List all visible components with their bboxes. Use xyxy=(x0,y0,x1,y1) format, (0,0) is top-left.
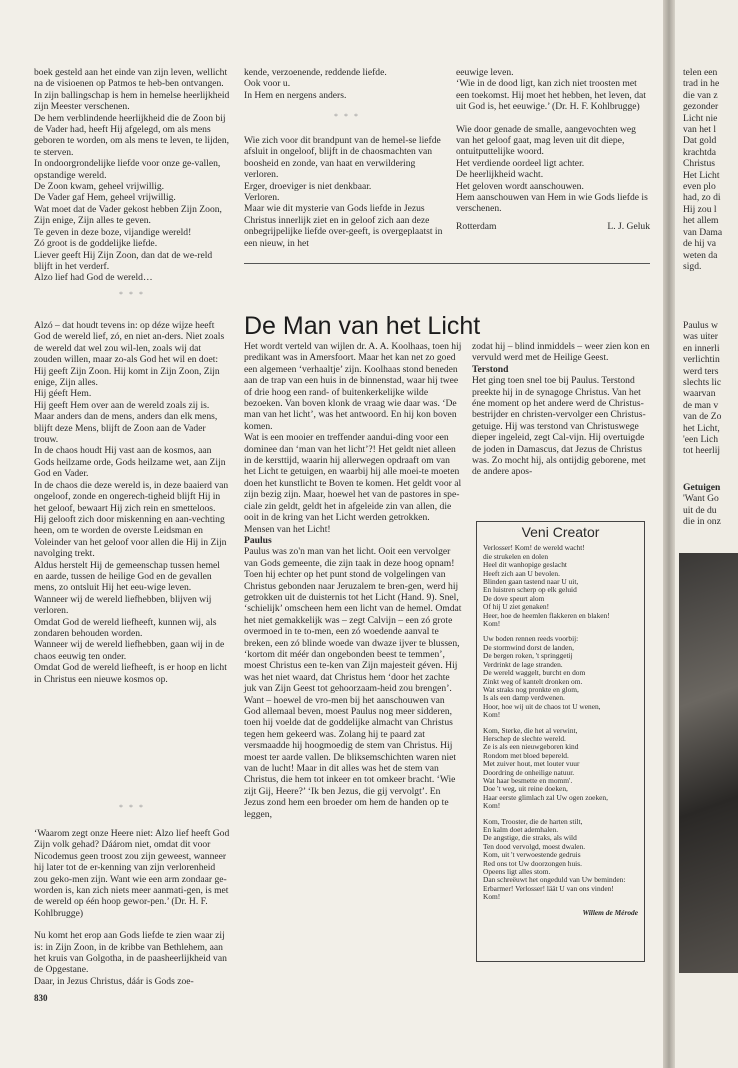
paragraph: kende, verzoenende, reddende liefde. xyxy=(244,67,387,78)
photograph xyxy=(679,553,738,973)
paragraph: Wie door genade de smalle, aangevochten weg van het geloof gaat, mag leven uit dit diepe, ontuitputtelijke woord. xyxy=(456,123,636,158)
paragraph: Het ging toen snel toe bij Paulus. Terstond preekte hij in de synagoge Christus. Van het éne moment op het andere werd de Christus-bestrijder en christen-vervolger een Christus-getuige. Hij was terstond van Christuswege dieper ingeleid, zegt Cal-vijn. Hij overtuigde de joden in Damascus, dat Jezus de Christus was. Zo mocht hij, als ontijdig geborene, met de andere apos- xyxy=(472,375,646,478)
paragraph: Omdat God de wereld liefheeft, kunnen wij, als zondaren behouden worden. xyxy=(34,616,217,639)
paragraph: In de chaos houdt Hij vast aan de kosmos, aan Gods heilzame orde, Gods heilzame wet, aan Zijn God en Vader. xyxy=(34,445,226,480)
section-divider: * * * xyxy=(334,112,360,121)
paragraph: De heerlijkheid wacht. xyxy=(456,169,544,181)
poem-title: Veni Creator xyxy=(521,524,600,540)
subheading: Paulus xyxy=(244,534,272,546)
paragraph: In zijn ballingschap is hem in hemelse heerlijkheid zijn Meester verschenen. xyxy=(34,89,230,113)
paragraph: zodat hij – blind inmiddels – weer zien kon en vervuld werd met de Heilige Geest. xyxy=(472,341,650,364)
paragraph: Nu komt het erop aan Gods liefde te zien waar zij is: in Zijn Zoon, in de kribbe van Bethlehem, aan het kruis van Golgotha, in de paasheerlijkheid van de Opgestane. xyxy=(34,930,227,976)
paragraph: Omdat God de wereld liefheeft, is er hoop en licht in Christus een nieuwe kosmos op. xyxy=(34,662,227,685)
paragraph: Te geven in deze boze, vijandige wereld! xyxy=(34,226,192,238)
paragraph: Wanneer wij de wereld liefhebben, gaan wij in de chaos eeuwig ten onder. xyxy=(34,639,225,662)
book-gutter xyxy=(663,0,675,1068)
column-1-main xyxy=(34,320,230,790)
poem-stanza: Kom, Trooster, die de harten stilt, En kalm doet ademhalen. De angstige, die straks, als wild Ten dood vervolgd, moest dwalen. Kom, uit 't verwoestende gedruis Red ons tot Uw doorzongen huis. Opeens ligt alles stom. Dan schreëuwt het ongeduld van Uw beminden: Erbarmer! Verlosser! läät U van ons vinden! Kom! xyxy=(483,816,626,902)
paragraph: Paulus was zo'n man van het licht. Ooit een vervolger van Gods gemeente, die zijn taak in deze hoog opnam! Toen hij echter op het punt stond de volgelingen van Christus gebonden naar Jeruzalem te bren-gen, werd hij getrokken uit de duisternis tot het Licht (Hand. 9). Snel, ‘schielijk’ omscheen hem een licht van de hemel. Omdat het niet gemakkelijk was – zegt Calvijn – een zó grote overmoed in te to-men, een zó woedende aanval te breken, een zó blinde woede van dwaze ijver te blussen, ‘kortom dit méér dan ongebonden beest te temmen’, moest Christus een te-ken van Zijn majesteit géven. Hij was het niet waard, dat Christus hem ‘door het zachte juk van Zijn Geest tot gehoorzaam-heid zou brengen’. Want – hoewel de vro-men bij het aanschouwen van God allemaal beven, moest Paulus nog meer sidderen, toen hij voelde dat de goddelijke almacht van Christus tegen hem gekeerd was. Zolang hij te paard zat versmaadde hij hoogmoedig de stem van Christus. Hij moest ter aarde vallen. De bliksemschichten waren niet van de lucht! Maar in dit alles was het de stem van Christus, die hem tot inkeer en tot omkeer bracht. ‘Wie zijt Gij, Heere?’ ‘Ik ben Jezus, die gij vervolgt’. En Jezus zond hem een broeder om hem de handen op te leggen, xyxy=(244,546,462,820)
paragraph: Wat is een mooier en treffender aandui-ding voor een dominee dan ‘man van het licht’?! Het geldt niet alleen in de kersttijd, waarin hij allerwegen opdraaft om van het Licht te getuigen, en waarbij hij alle moei-te moeten doen het kunstlicht te Boven te komen. Het geldt voor al zijn bezig zijn. Maar, hoewel het van de pastores in spe-ciale zin geldt, geldt het in afgeleide zin van allen, die ooit in de kring van het Licht werden getrokken. Mensen van het Licht! xyxy=(244,432,462,535)
paragraph: Daar, in Jezus Christus, dáár is Gods zoe- xyxy=(34,975,194,987)
column-1-bottom xyxy=(34,828,230,987)
poem-stanza: Kom, Sterke, die het al verwint, Herschep de slechte wereld. Ze is als een nieuwgeboren kind Rondom met bloed bepereld. Met zuiver hout, met louter vuur Doordring de onheilige natuur. Wat haar besmette en momm'. Doe 't weg, uit reine doeken, Haar eerste glimlach zal Uw ogen zoeken, Kom! xyxy=(483,725,608,811)
paragraph: Hem aanschouwen van Hem in wie Gods liefde is verschenen. xyxy=(456,192,648,215)
paragraph: Alzo lief had God de wereld… xyxy=(34,272,153,284)
poem-stanza: Uw boden rennen reeds voorbij: De stormwind dorst de landen, De bergen roken, 't springgetij Verdrinkt de lage stranden. De wereld waggelt, burcht en dom Zinkt weg of kantelt dronken om. Wat straks nog pronkte en glom, Is als een damp verdwenen. Hoor, hoe wij uit de chaos tot U wenen, Kom! xyxy=(483,634,601,720)
paragraph: De Vader gaf Hem, geheel vrijwillig. xyxy=(34,192,176,204)
article-title: De Man van het Licht xyxy=(244,312,481,340)
article-column-2 xyxy=(472,341,650,511)
paragraph: In de chaos die deze wereld is, in deze baaierd van ongeloof, zonde en ongerech-tigheid blijft Hij in het geloof, bewaart Hij zich rein en smetteloos. xyxy=(34,479,229,514)
poem-box xyxy=(476,521,645,962)
article-column-1 xyxy=(244,341,462,976)
paragraph: Ook voor u. xyxy=(244,78,291,90)
paragraph: In ondoorgrondelijke liefde voor onze ge-vallen, opstandige wereld. xyxy=(34,158,221,181)
column-1-top xyxy=(34,67,230,284)
paragraph: De hem verblindende heerlijkheid die de Zoon bij de Vader had, heeft Hij afgelegd, om als mens geboren te worden, om als mens te leven, te lijden, te sterven. xyxy=(34,112,230,158)
paragraph: Alzó – dat houdt tevens in: op déze wijze heeft God de wereld lief, zó, en niet an-ders. Niet zoals de wereld dat wel zou wil-len, zoals wij dat zouden willen, maar zo-als God het wil en doet: Hij geeft Zijn Zoon. Hij komt in Zijn Zoon, Zijn enige, Zijn alles. xyxy=(34,320,225,389)
paragraph: Maar anders dan de mens, anders dan elk mens, blijft deze Mens, blijft de Zoon aan de Vader trouw. xyxy=(34,411,218,446)
paragraph: Hij gelooft zich door miskenning en aan-vechting heen, om te worden de overste Leidsman en Voleinder van het geloof voor allen die Hij in Zijn navolging trekt. xyxy=(34,513,227,560)
section-divider: * * * xyxy=(119,290,145,299)
section-divider: * * * xyxy=(119,803,145,812)
right-page-text-low: Getuigen 'Want Go uit de du die in onz xyxy=(683,482,721,528)
column-2-top xyxy=(244,67,450,103)
poem-stanza: Verlosser! Kom! de wereld wacht! die strukelen en dolen Heel dit wanhopige geslacht Heeft zich aan U bevolen. Blinden gaan tastend naar U uit, En luistren scherp op elk geluid De dove speurt alom Of hij U ziet genaken! Heer, hoe de heemlen flakkeren en blaken! Kom! xyxy=(483,543,610,629)
paragraph: Liever geeft Hij Zijn Zoon, dan dat de we-reld blijft in het verderf. xyxy=(34,249,213,272)
paragraph: Verloren. xyxy=(244,192,280,204)
paragraph: boek gesteld aan het einde van zijn leven, wellicht na de visioenen op Patmos te heb-ben ontvangen. xyxy=(34,67,228,90)
paragraph: Het wordt verteld van wijlen dr. A. A. Koolhaas, toen hij predikant was in Amersfoort. Maar het kan net zo goed een algemeen ‘verhaaltje’ zijn. Koolhaas stond beneden aan de trap van een huis in de binnenstad, waar hij twee of drie hoog een rand- of buitenkerkelijke wilde bezoeken. Van boven klonk de vraag wie daar was. ‘De man van het licht’, was het antwoord. En hij kon boven komen. xyxy=(244,341,462,432)
quote: ‘Waarom zegt onze Heere niet: Alzo lief heeft God Zijn volk gehad? Dáárom niet, omdat dit voor Nicodemus geen troost zou zijn geweest, wanneer hij later tot de er-kenning van zijn verlorenheid zou geko-men zijn. Want wie een arm zondaar ge-worden is, kan zich niets meer aanmati-gen, is met de wereld op één hoop gewor-pen.’ (Dr. H. F. Kohlbrugge) xyxy=(34,828,230,919)
page-number: 830 xyxy=(34,993,48,1003)
paragraph: eeuwige leven. xyxy=(456,67,514,78)
subheading: Terstond xyxy=(472,363,509,375)
paragraph: Wat moet dat de Vader gekost hebben Zijn Zoon, Zijn enige, Zijn alles te geven. xyxy=(34,203,222,227)
quote: ‘Wie in de dood ligt, kan zich niet troosten met een toekomst. Hij moet het hebben, het leven, dat uit God is, het eeuwige.’ (Dr. H. F. Kohlbrugge) xyxy=(456,78,646,113)
paragraph: In Hem en nergens anders. xyxy=(244,89,347,101)
paragraph: De Zoon kwam, geheel vrijwillig. xyxy=(34,181,165,193)
column-3-top xyxy=(456,67,650,263)
right-page-text-mid: Paulus w was uiter en innerli verlichtin werd ters slechts lic waarvan de man v van de Zo het Licht, 'een Lich tot heerlij xyxy=(683,320,722,457)
paragraph: Hij géeft Hem. xyxy=(34,388,92,400)
paragraph: Aldus herstelt Hij de gemeenschap tussen hemel en aarde, tussen de heilige God en de gevallen mens, zo ontsluit Hij het eeu-wige leven. xyxy=(34,559,220,594)
paragraph: Wanneer wij de wereld liefhebben, blijven wij verloren. xyxy=(34,593,212,617)
poem-signature: Willem de Mérode xyxy=(582,907,638,917)
paragraph: Het verdiende oordeel ligt achter. xyxy=(456,157,585,169)
column-2-mid xyxy=(244,135,450,261)
right-page-text-top: telen een trad in he die van z gezonder Licht nie van het l Dat gold krachtda Christus Het Licht even plo had, zo di Hij zou l het allem van Dama de hij va weten da sigd. xyxy=(683,67,723,272)
paragraph: Zó groot is de goddelijke liefde. xyxy=(34,238,158,250)
paragraph: Erger, droeviger is niet denkbaar. xyxy=(244,180,372,192)
right-page xyxy=(675,0,738,1068)
signature-author: L. J. Geluk xyxy=(607,220,650,232)
paragraph: Hij geeft Hem over aan de wereld zoals zij is. xyxy=(34,399,210,411)
section-rule xyxy=(244,263,650,264)
paragraph: Het geloven wordt aanschouwen. xyxy=(456,180,584,192)
paragraph: Wie zich voor dit brandpunt van de hemel-se liefde afsluit in ongeloof, blijft in de chaosmachten van boosheid en zonde, van haat en verwildering verloren. xyxy=(244,135,441,181)
signature-line xyxy=(456,221,650,232)
signature-place: Rotterdam xyxy=(456,220,497,232)
paragraph: Maar wie dit mysterie van Gods liefde in Jezus Christus innerlijk ziet en in geloof zich aan deze onbegrijpelijke liefde over-geeft, is overgeplaatst in een nieuw, in het xyxy=(244,203,443,249)
